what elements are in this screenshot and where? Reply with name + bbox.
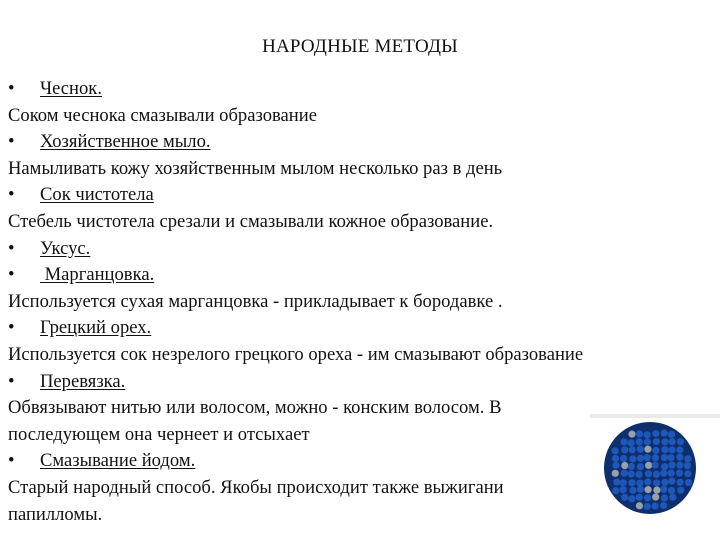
capsomere bbox=[637, 446, 644, 453]
capsomere bbox=[661, 494, 668, 501]
capsomere bbox=[661, 430, 668, 437]
capsomere bbox=[636, 494, 643, 501]
capsomere bbox=[621, 462, 628, 469]
capsomere bbox=[684, 455, 691, 462]
bullet-item bbox=[8, 129, 708, 156]
capsomere bbox=[653, 471, 660, 478]
capsomere bbox=[667, 454, 674, 461]
capsomere bbox=[620, 479, 627, 486]
capsomere bbox=[661, 446, 668, 453]
capsomere bbox=[621, 438, 628, 445]
bullet-item-label: Марганцовка. bbox=[40, 264, 155, 286]
description-line: папилломы. bbox=[8, 503, 103, 525]
description-line: Намыливать кожу хозяйственным мылом несколько раз в день bbox=[8, 157, 503, 179]
capsomere bbox=[677, 487, 684, 494]
capsomere bbox=[636, 479, 643, 486]
capsomere bbox=[612, 462, 619, 469]
description-line: Стебель чистотела срезали и смазывали кожное образование. bbox=[8, 210, 494, 232]
capsomere bbox=[676, 454, 683, 461]
bullet-icon: • bbox=[8, 370, 15, 392]
bullet-item bbox=[8, 182, 708, 209]
capsomere bbox=[613, 478, 620, 485]
capsomere bbox=[653, 486, 660, 493]
capsomere bbox=[668, 462, 675, 469]
capsomere bbox=[677, 438, 684, 445]
capsomere bbox=[644, 431, 651, 438]
capsomere bbox=[669, 494, 676, 501]
slide-title: НАРОДНЫЕ МЕТОДЫ bbox=[262, 36, 458, 57]
capsomere bbox=[644, 494, 651, 501]
capsomere bbox=[684, 462, 691, 469]
bullet-icon: • bbox=[8, 450, 15, 472]
capsomere bbox=[628, 463, 635, 470]
capsomere bbox=[644, 503, 651, 510]
capsomere bbox=[621, 470, 628, 477]
bullet-icon: • bbox=[8, 264, 15, 286]
capsomere bbox=[676, 469, 683, 476]
capsomere bbox=[644, 486, 651, 493]
description-line: Используется сухая марганцовка - прикладывает к бородавке . bbox=[8, 290, 503, 312]
description-line: последующем она чернеет и отсыхает bbox=[8, 423, 310, 445]
capsomere bbox=[661, 438, 668, 445]
capsomere bbox=[612, 447, 619, 454]
bullet-item bbox=[8, 315, 708, 342]
capsomere bbox=[628, 479, 635, 486]
capsomere bbox=[628, 439, 635, 446]
bullet-icon: • bbox=[8, 131, 15, 153]
capsomere bbox=[621, 494, 628, 501]
capsomere bbox=[661, 463, 668, 470]
capsomere bbox=[629, 487, 636, 494]
capsomere bbox=[652, 454, 659, 461]
capsomere bbox=[644, 438, 651, 445]
capsomere bbox=[668, 431, 675, 438]
capsomere bbox=[684, 470, 691, 477]
bullet-item bbox=[8, 236, 708, 263]
capsomere bbox=[636, 502, 643, 509]
bullet-item bbox=[8, 262, 708, 289]
capsomere bbox=[660, 502, 667, 509]
capsomere bbox=[621, 446, 628, 453]
capsomere bbox=[668, 438, 675, 445]
capsomere bbox=[637, 463, 644, 470]
capsomere bbox=[645, 470, 652, 477]
capsomere bbox=[668, 487, 675, 494]
bullet-item bbox=[8, 369, 708, 396]
capsomere bbox=[676, 462, 683, 469]
capsomere bbox=[685, 479, 692, 486]
capsomere bbox=[660, 486, 667, 493]
capsomere bbox=[645, 462, 652, 469]
virus-particle-image bbox=[600, 416, 700, 520]
capsomere bbox=[652, 461, 659, 468]
capsomere bbox=[652, 430, 659, 437]
capsomere bbox=[629, 446, 636, 453]
capsomere bbox=[644, 446, 651, 453]
bullet-icon: • bbox=[8, 237, 15, 259]
capsomere bbox=[628, 470, 635, 477]
capsomere bbox=[620, 486, 627, 493]
capsomere bbox=[636, 438, 643, 445]
description-line: Используется сок незрелого грецкого ореха - им смазывают образование bbox=[8, 343, 584, 365]
capsomere bbox=[660, 470, 667, 477]
virus-particle-icon bbox=[600, 416, 700, 520]
bullet-item-label: Грецкий орех. bbox=[40, 317, 152, 339]
capsomere bbox=[653, 479, 660, 486]
bullet-icon: • bbox=[8, 78, 15, 99]
capsomere bbox=[637, 455, 644, 462]
capsomere bbox=[620, 455, 627, 462]
capsomere bbox=[612, 455, 619, 462]
capsomere bbox=[653, 438, 660, 445]
capsomere bbox=[651, 502, 658, 509]
capsomere bbox=[677, 479, 684, 486]
description-line: Обвязывают нитью или волосом, можно - конским волосом. В bbox=[8, 397, 502, 419]
capsomere bbox=[652, 493, 659, 500]
bullet-item-label: Сок чистотела bbox=[40, 184, 154, 206]
capsomere bbox=[652, 447, 659, 454]
bullet-item-label: Перевязка. bbox=[40, 370, 126, 392]
capsomere bbox=[661, 479, 668, 486]
capsomere bbox=[628, 495, 635, 502]
capsomere bbox=[629, 455, 636, 462]
capsomere bbox=[668, 446, 675, 453]
bullet-icon: • bbox=[8, 184, 15, 206]
bullet-item-label: Хозяйственное мыло. bbox=[40, 131, 211, 153]
capsomere bbox=[635, 471, 642, 478]
capsomere bbox=[643, 454, 650, 461]
capsomere bbox=[668, 478, 675, 485]
capsomere bbox=[661, 454, 668, 461]
bullet-item-label: Чеснок. bbox=[40, 78, 102, 99]
description-line: Соком чеснока смазывали образование bbox=[8, 104, 317, 126]
bullet-item bbox=[8, 76, 708, 103]
capsomere bbox=[668, 470, 675, 477]
capsomere bbox=[637, 486, 644, 493]
capsomere bbox=[644, 478, 651, 485]
capsomere bbox=[612, 470, 619, 477]
capsomere bbox=[628, 431, 635, 438]
capsomere bbox=[612, 487, 619, 494]
description-line: Старый народный способ. Якобы происходит также выжигани bbox=[8, 476, 504, 498]
capsomere bbox=[676, 446, 683, 453]
bullet-item-label: Уксус. bbox=[40, 237, 91, 259]
bullet-item-label: Смазывание йодом. bbox=[40, 450, 196, 472]
capsomere bbox=[636, 430, 643, 437]
bullet-icon: • bbox=[8, 317, 15, 339]
